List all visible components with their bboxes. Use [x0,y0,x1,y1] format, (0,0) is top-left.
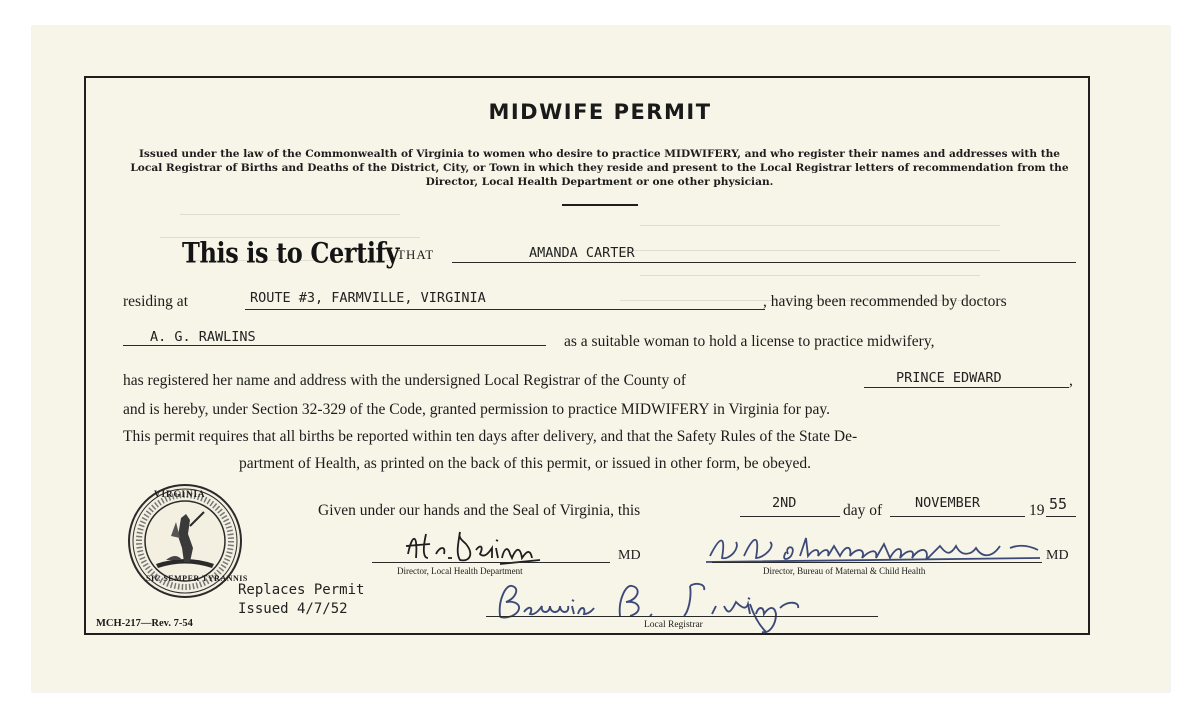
permit-day: 2ND [772,495,797,511]
director-bureau-line [712,562,1042,563]
name-underline [452,262,1076,263]
permit-year: 55 [1049,495,1068,513]
md-label-left: MD [618,548,641,563]
county-name: PRINCE EDWARD [896,370,1002,386]
certify-that-label: THAT [397,247,435,262]
recommended-by-label: , having been recommended by doctors [763,293,1007,310]
midwife-address: ROUTE #3, FARMVILLE, VIRGINIA [250,290,486,306]
year-prefix: 19 [1029,502,1045,519]
title-divider [562,204,638,206]
requirements-text: This permit requires that all births be reported within ten days after delivery, and that the Safety Rules of the State De- [123,428,858,445]
month-underline [890,516,1025,517]
seal-top-text: VIRGINIA [154,489,206,499]
local-registrar-line [486,616,878,617]
year-underline [1046,516,1076,517]
midwife-name: AMANDA CARTER [529,245,635,261]
county-underline [864,387,1069,388]
day-of-label: day of [843,502,883,519]
seal-bottom-text: SIC SEMPER TYRANNIS [146,574,248,583]
given-under-text: Given under our hands and the Seal of Virginia, this [318,502,641,519]
replaces-permit-line2: Issued 4/7/52 [238,601,348,617]
permit-title: MIDWIFE PERMIT [488,100,712,124]
replaces-permit-line1: Replaces Permit [238,582,365,598]
county-comma: , [1069,372,1073,389]
recommending-doctor: A. G. RAWLINS [150,329,256,345]
md-label-right: MD [1046,548,1069,563]
suitable-woman-text: as a suitable woman to hold a license to practice midwifery, [564,333,935,350]
permit-intro-paragraph: Issued under the law of the Commonwealth of Virginia to women who desire to practice MIDWIFERY, and who register their names and addresses with the Local Registrar of Births and Deaths of the District, City, or Town in which they reside and present to the Local Registrar letters of recommendation from the Director, Local Health Department or one other physician. [130,148,1069,188]
registered-text: has registered her name and address with the undersigned Local Registrar of the County of [123,372,686,389]
director-bureau-caption: Director, Bureau of Maternal & Child Health [763,566,926,576]
address-underline [245,309,765,310]
permit-month: NOVEMBER [915,495,981,511]
safety-rules-text: partment of Health, as printed on the back of this permit, or issued in other form, be obeyed. [239,455,812,472]
certify-heading: This is to Certify [182,235,400,270]
doctor-underline [123,345,546,346]
local-registrar-caption: Local Registrar [644,620,703,630]
director-local-line [372,562,610,563]
form-number: MCH-217—Rev. 7-54 [96,618,193,629]
residing-at-label: residing at [123,293,188,310]
permission-text: and is hereby, under Section 32-329 of the Code, granted permission to practice MIDWIFERY in Virginia for pay. [123,401,831,418]
day-underline [740,516,840,517]
director-local-caption: Director, Local Health Department [397,566,523,576]
